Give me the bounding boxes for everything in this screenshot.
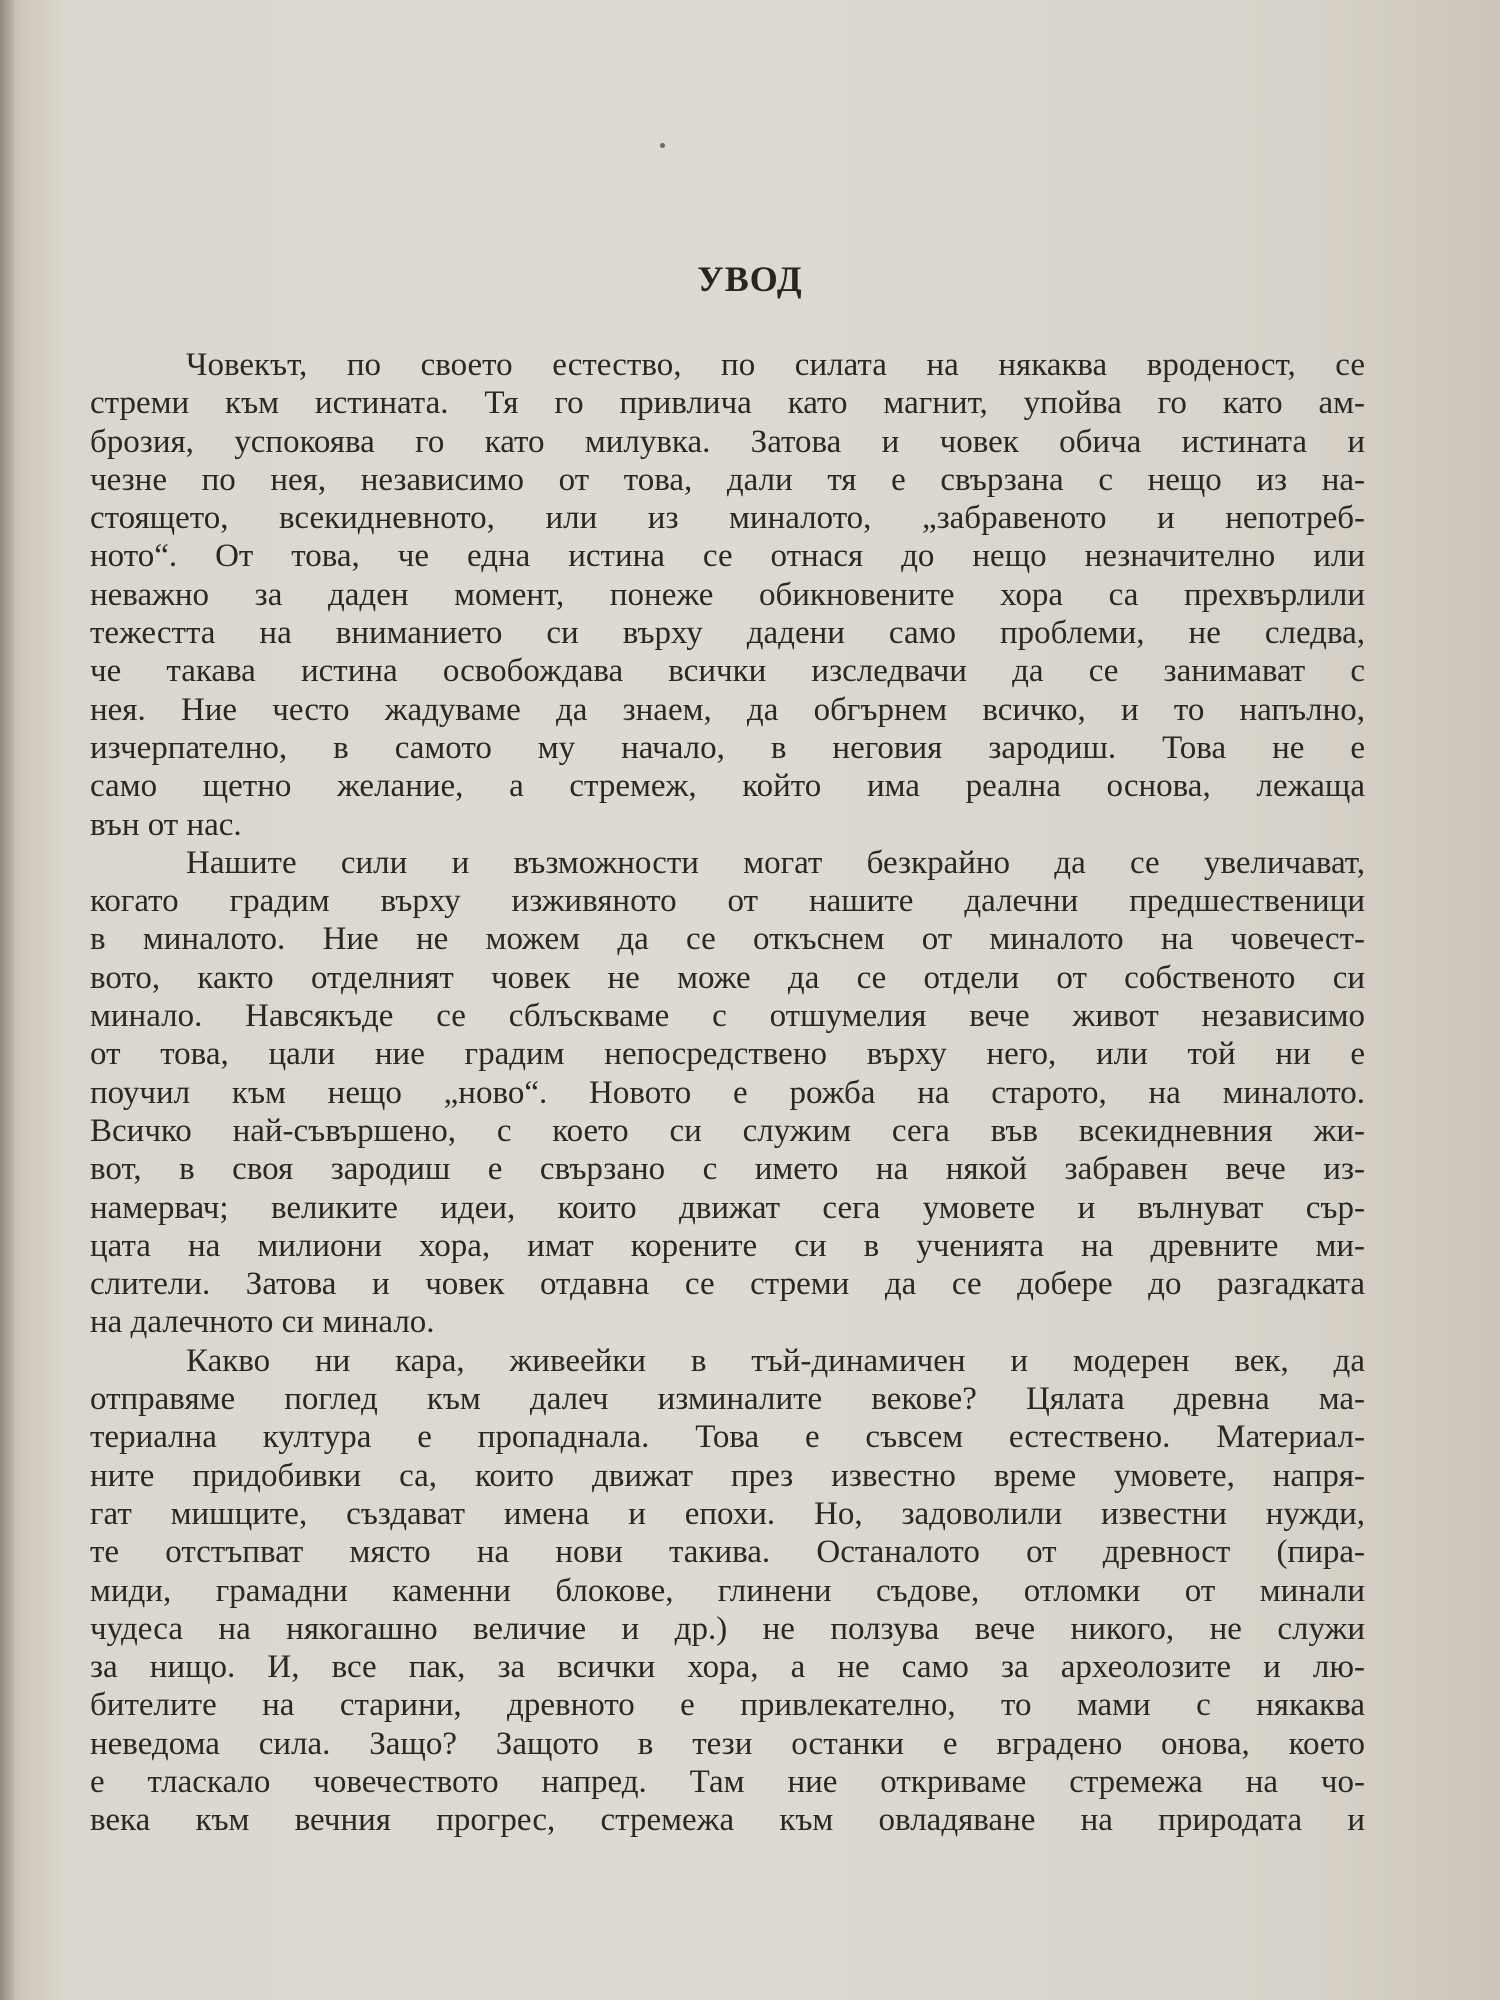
text-line: териална култура е пропаднала. Това е съвсем естествено. Материал- [90, 1419, 1365, 1456]
book-spine-shadow [0, 0, 14, 2000]
text-line: цата на милиони хора, имат корените си в ученията на древните ми- [90, 1227, 1365, 1264]
text-line: Нашите сили и възможности могат безкрайно да се увеличават, [186, 844, 1365, 881]
text-line: в миналото. Ние не можем да се откъснем от миналото на човечест- [90, 921, 1365, 958]
text-line: стоящето, всекидневното, или из миналото, „забравеното и непотреб- [90, 500, 1365, 537]
text-line: вън от нас. [90, 806, 242, 843]
text-line: стреми към истината. Тя го привлича като магнит, упойва го като ам- [90, 385, 1365, 422]
text-line: когато градим върху изживяното от нашите далечни предшественици [90, 883, 1365, 920]
text-line: чезне по нея, независимо от това, дали тя е свързана с нещо из на- [90, 461, 1365, 498]
text-line: на далечното си минало. [90, 1304, 435, 1341]
text-line: века към вечния прогрес, стремежа към овладяване на природата и [90, 1802, 1365, 1839]
paragraph [90, 844, 1365, 1342]
text-line: неведома сила. Защо? Защото в тези останки е вградено онова, което [90, 1725, 1365, 1762]
text-line: от това, цали ние градим непосредствено върху него, или той ни е [90, 1036, 1365, 1073]
text-line: само щетно желание, а стремеж, който има реална основа, лежаща [90, 768, 1365, 805]
text-line: поучил към нещо „ново“. Новото е рожба на старото, на миналото. [90, 1074, 1365, 1111]
page-body [90, 346, 1365, 1840]
paragraph [90, 346, 1365, 844]
text-line: чудеса на някогашно величие и др.) не ползува вече никого, не служи [90, 1610, 1365, 1647]
text-line: минало. Навсякъде се сблъскваме с отшумелия вече живот независимо [90, 998, 1365, 1035]
text-line: нея. Ние често жадуваме да знаем, да обгърнем всичко, и то напълно, [90, 691, 1365, 728]
text-line: брозия, успокоява го като милувка. Затова и човек обича истината и [90, 423, 1365, 460]
print-speck [660, 143, 665, 148]
text-line: вото, както отделният човек не може да се отдели от собственото си [90, 959, 1365, 996]
text-line: е тласкало човечеството напред. Там ние откриваме стремежа на чо- [90, 1763, 1365, 1800]
text-line: слители. Затова и човек отдавна се стреми да се добере до разгадката [90, 1266, 1365, 1303]
text-line: ното“. От това, че една истина се отнася до нещо незначително или [90, 538, 1365, 575]
text-line: неважно за даден момент, понеже обикновените хора са прехвърлили [90, 576, 1365, 613]
text-line: изчерпателно, в самото му начало, в неговия зародиш. Това не е [90, 729, 1365, 766]
text-line: ните придобивки са, които движат през известно време умовете, напря- [90, 1457, 1365, 1494]
text-line: Какво ни кара, живеейки в тъй-динамичен и модерен век, да [186, 1342, 1365, 1379]
text-line: Човекът, по своето естество, по силата на някаква вроденост, се [186, 347, 1365, 383]
text-line: намервач; великите идеи, които движат сега умовете и вълнуват сър- [90, 1189, 1365, 1226]
text-line: гат мишците, създават имена и епохи. Но, задоволили известни нужди, [90, 1495, 1365, 1532]
text-line: те отстъпват място на нови такива. Останалото от древност (пира- [90, 1534, 1365, 1571]
text-line: миди, грамадни каменни блокове, глинени съдове, отломки от минали [90, 1572, 1365, 1609]
text-line: отправяме поглед към далеч изминалите векове? Цялата древна ма- [90, 1381, 1365, 1418]
text-line: за нищо. И, все пак, за всички хора, а не само за археолозите и лю- [90, 1649, 1365, 1686]
text-line: бителите на старини, древното е привлекателно, то мами с някаква [90, 1687, 1365, 1724]
text-line: тежестта на вниманието си върху дадени само проблеми, не следва, [90, 615, 1365, 652]
paragraph [90, 1342, 1365, 1840]
chapter-title: УВОД [697, 259, 803, 299]
text-line: вот, в своя зародиш е свързано с името на някой забравен вече из- [90, 1151, 1365, 1188]
text-line: Всичко най-съвършено, с което си служим сега във всекидневния жи- [90, 1112, 1365, 1149]
text-line: че такава истина освобождава всички изследвачи да се занимават с [90, 653, 1365, 690]
